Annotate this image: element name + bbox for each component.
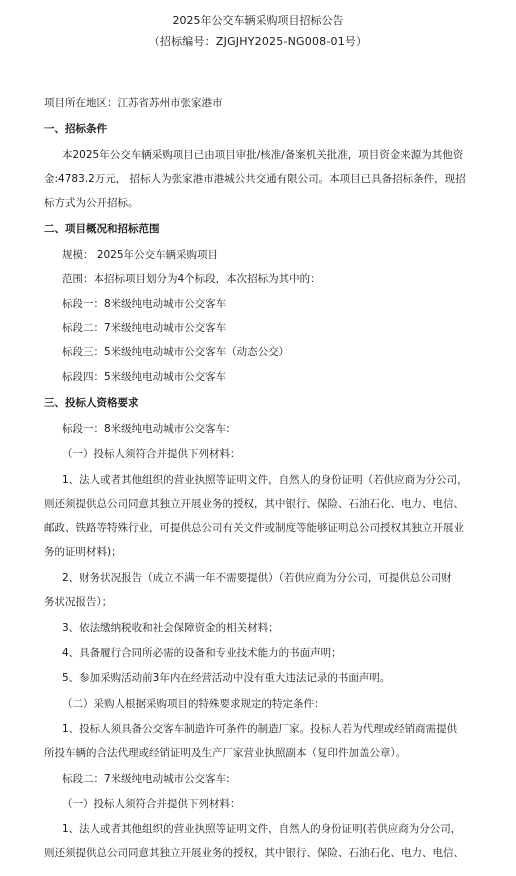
- section-heading-3: 三、投标人资格要求: [44, 397, 139, 409]
- paragraph-line: 4、具备履行合同所必需的设备和专业技术能力的书面声明；: [62, 647, 342, 659]
- requirement-subheading: （一）投标人须符合并提供下列材料：: [62, 798, 241, 810]
- paragraph-line: 1、法人或者其他组织的营业执照等证明文件，自然人的身份证明(若供应商为分公司，: [62, 823, 462, 835]
- lot-item: 标段三：5米级纯电动城市公交客车（动态公交）: [62, 346, 290, 358]
- paragraph-line: 则还须提供总公司同意其独立开展业务的授权，其中银行、保险、石油石化、电力、电信、: [44, 498, 464, 510]
- paragraph-line: 务的证明材料)；: [44, 546, 122, 558]
- paragraph-line: 2、财务状况报告（成立不满一年不需要提供）（若供应商为分公司，可提供总公司财: [62, 572, 452, 584]
- paragraph-line: 3、依法缴纳税收和社会保障资金的相关材料；: [62, 622, 279, 634]
- paragraph-line: 1、法人或者其他组织的营业执照等证明文件，自然人的身份证明（若供应商为分公司，: [62, 474, 468, 486]
- document-title: 2025年公交车辆采购项目招标公告: [172, 14, 344, 27]
- paragraph-line: 所投车辆的合法代理或经销证明及生产厂家营业执照副本（复印件加盖公章）。: [44, 747, 407, 759]
- lot-subheading: 标段二：7米级纯电动城市公交客车:: [62, 773, 230, 785]
- paragraph-line: 标方式为公开招标。: [44, 197, 139, 209]
- lot-subheading: 标段一：8米级纯电动城市公交客车:: [62, 423, 230, 435]
- lot-item: 标段二：7米级纯电动城市公交客车: [62, 322, 227, 334]
- requirement-subheading: （一）投标人须符合并提供下列材料：: [62, 448, 241, 460]
- requirement-subheading: （二）采购人根据采购项目的特殊要求规定的特定条件：: [62, 698, 325, 710]
- project-location: 项目所在地区：江苏省苏州市张家港市: [44, 97, 223, 109]
- paragraph-line: 邮政、铁路等特殊行业，可提供总公司有关文件或制度等能够证明总公司授权其独立开展业: [44, 522, 464, 534]
- paragraph-line: 1、投标人须具备公交客车制造许可条件的制造厂家。投标人若为代理或经销商需提供: [62, 723, 458, 735]
- section-heading-1: 一、招标条件: [44, 123, 107, 135]
- tender-code: （招标编号：ZJGJHY2025-NG008-01号）: [148, 35, 368, 48]
- paragraph-line: 务状况报告）；: [44, 596, 113, 608]
- paragraph-line: 本2025年公交车辆采购项目已由项目审批/核准/备案机关批准，项目资金来源为其他资: [62, 149, 464, 161]
- paragraph-line: 则还须提供总公司同意其独立开展业务的授权，其中银行、保险、石油石化、电力、电信、: [44, 847, 464, 859]
- scale-line: 规模： 2025年公交车辆采购项目: [62, 249, 219, 261]
- paragraph-line: 5、参加采购活动前3年内在经营活动中没有重大违法记录的书面声明。: [62, 672, 391, 684]
- paragraph-line: 金:4783.2万元， 招标人为张家港市港城公共交通有限公司。本项目已具备招标条件，现招: [44, 173, 466, 185]
- lot-item: 标段一：8米级纯电动城市公交客车: [62, 298, 227, 310]
- lot-item: 标段四：5米级纯电动城市公交客车: [62, 371, 227, 383]
- section-heading-2: 二、项目概况和招标范围: [44, 223, 160, 235]
- scope-line: 范围：本招标项目划分为4个标段，本次招标为其中的：: [62, 273, 321, 285]
